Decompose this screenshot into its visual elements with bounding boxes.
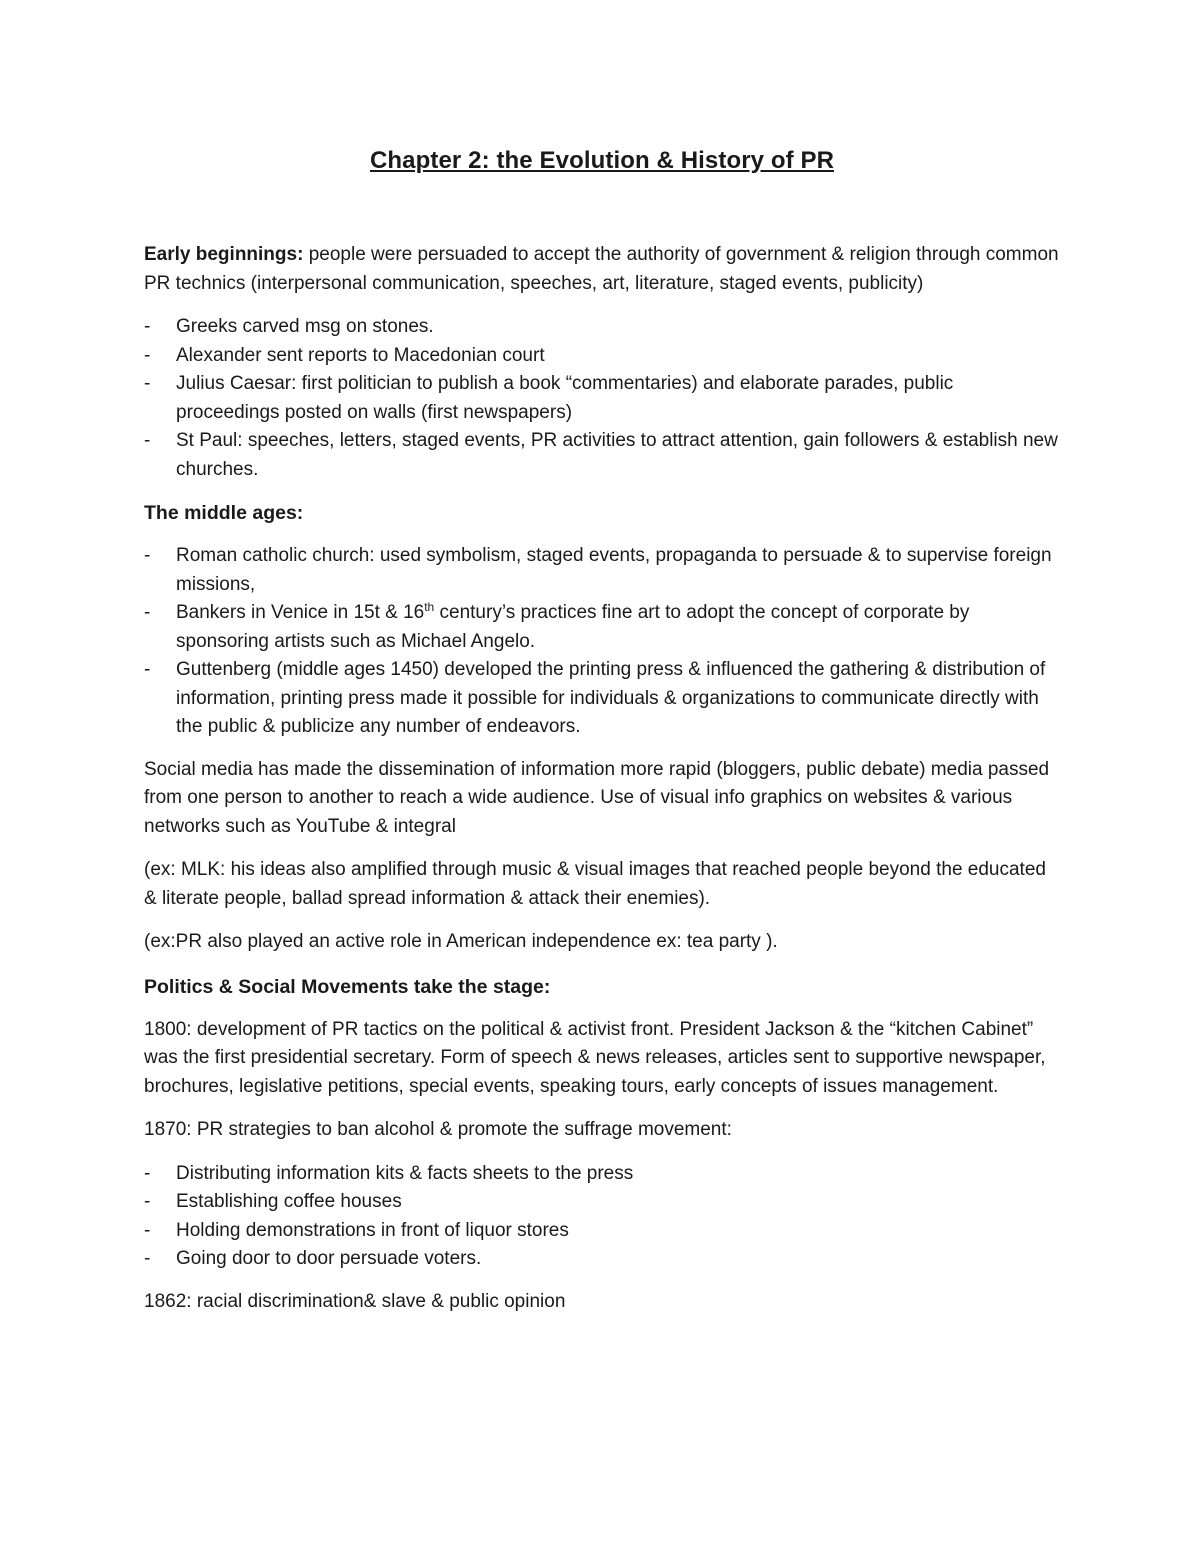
paragraph-1800: 1800: development of PR tactics on the political & activist front. President Jackson & the “kitchen Cabinet” was the first presidential secretary. Form of speech & news releases, articles sent to supportive newspaper, brochures, legislative petitions, special events, speaking tours, early concepts of issues management. bbox=[144, 1018, 1046, 1097]
list-item: - Julius Caesar: first politician to publish a book “commentaries) and elaborate parades, public proceedings posted on walls (first newspapers) bbox=[144, 370, 1060, 427]
early-beginnings-paragraph bbox=[144, 241, 1060, 298]
list-item: - Alexander sent reports to Macedonian court bbox=[144, 342, 1060, 371]
list-item: - Going door to door persuade voters. bbox=[144, 1245, 1060, 1274]
suffrage-strategies-list bbox=[144, 1160, 1060, 1274]
early-beginnings-colon: : bbox=[297, 244, 304, 265]
bankers-text-end: century’s practices fine art to adopt the concept of corporate by sponsoring artists such as Michael Angelo. bbox=[176, 602, 970, 652]
social-media-paragraph: Social media has made the dissemination of information more rapid (bloggers, public debate) media passed from one person to another to reach a wide audience. Use of visual info graphics on websites & various networks such as YouTube & integral bbox=[144, 758, 1050, 837]
list-item: - St Paul: speeches, letters, staged events, PR activities to attract attention, gain followers & establish new churches. bbox=[144, 427, 1060, 484]
list-item: - Guttenberg (middle ages 1450) developed the printing press & influenced the gathering & distribution of information, printing press made it possible for individuals & organizations to communicate directly with the public & publicize any number of endeavors. bbox=[144, 656, 1060, 742]
list-item: - Roman catholic church: used symbolism, staged events, propaganda to persuade & to supervise foreign missions, bbox=[144, 542, 1060, 599]
paragraph-1862: 1862: racial discrimination& slave & public opinion bbox=[144, 1290, 566, 1312]
middle-ages-heading: The middle ages: bbox=[144, 502, 304, 524]
early-beginnings-label: Early beginnings bbox=[144, 244, 298, 265]
list-item: - Greeks carved msg on stones. bbox=[144, 313, 1060, 342]
list-item: - Establishing coffee houses bbox=[144, 1188, 1060, 1217]
middle-ages-list bbox=[144, 542, 1060, 742]
early-beginnings-list bbox=[144, 313, 1060, 484]
mlk-example-paragraph: (ex: MLK: his ideas also amplified through music & visual images that reached people beyond the educated & literate people, ballad spread information & attack their enemies). bbox=[144, 859, 1046, 909]
early-beginnings-text: people were persuaded to accept the authority of government & religion through common PR technics (interpersonal communication, speeches, art, literature, staged events, publicity) bbox=[144, 244, 1059, 294]
paragraph-1870: 1870: PR strategies to ban alcohol & promote the suffrage movement: bbox=[144, 1119, 732, 1140]
page-title: Chapter 2: the Evolution & History of PR bbox=[369, 147, 835, 174]
bankers-text-start: Bankers in Venice in 15t & 16 bbox=[176, 602, 425, 623]
list-item: - Distributing information kits & facts sheets to the press bbox=[144, 1160, 1060, 1189]
document-page bbox=[144, 140, 1060, 1331]
ordinal-superscript: th bbox=[424, 600, 435, 614]
list-item bbox=[144, 599, 1060, 656]
list-item: - Holding demonstrations in front of liquor stores bbox=[144, 1217, 1060, 1246]
independence-example-paragraph: (ex:PR also played an active role in American independence ex: tea party ). bbox=[144, 931, 778, 952]
politics-heading: Politics & Social Movements take the stage: bbox=[144, 975, 551, 998]
